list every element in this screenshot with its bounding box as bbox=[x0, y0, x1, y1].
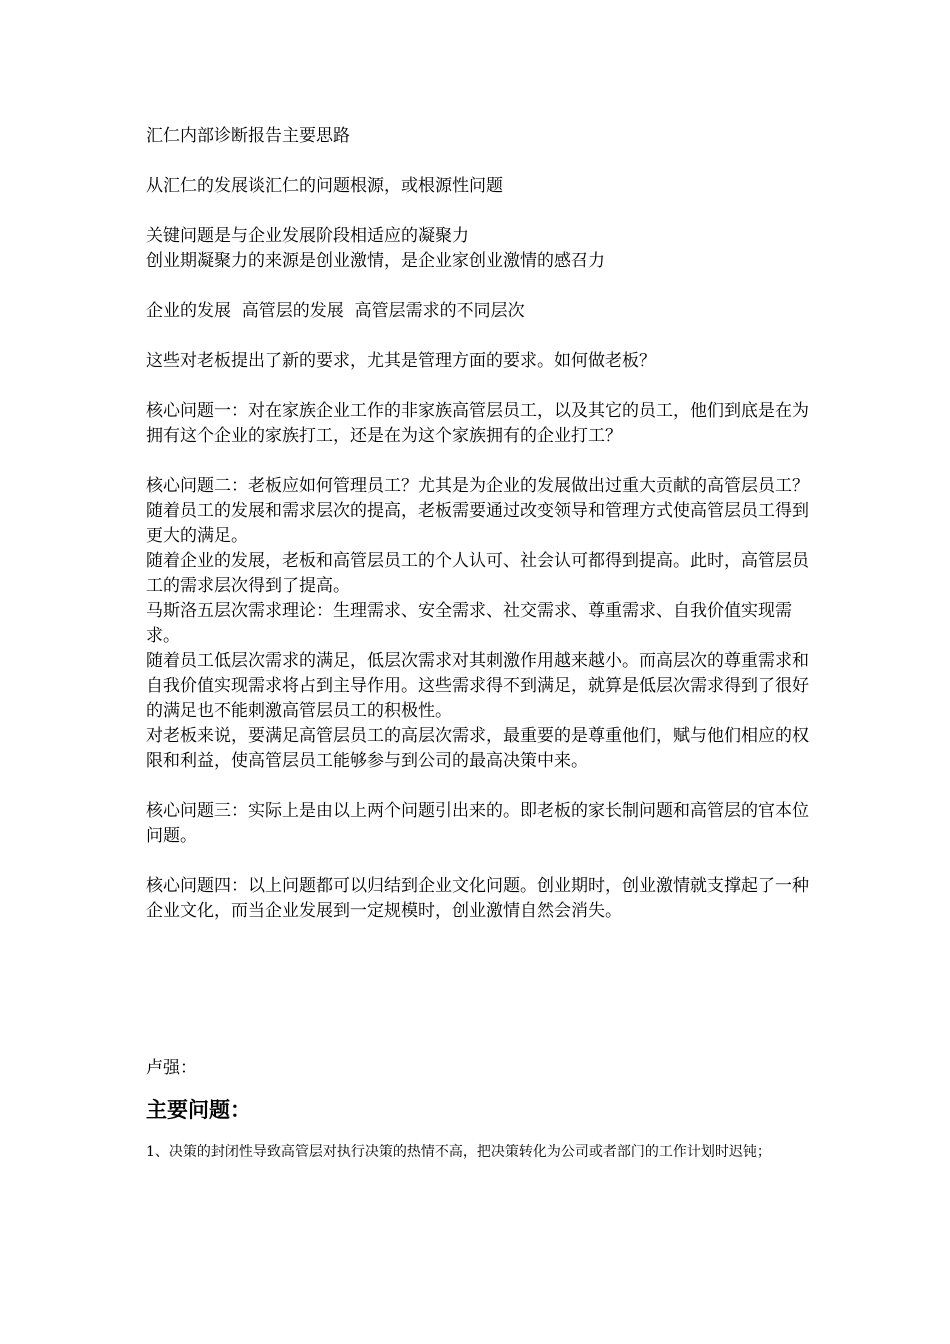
paragraph-line: 这些对老板提出了新的要求，尤其是管理方面的要求。如何做老板？ bbox=[146, 351, 656, 371]
paragraph-line: 创业期凝聚力的来源是创业激情，是企业家创业激情的感召力 bbox=[146, 251, 605, 271]
paragraph-line: 核心问题四：以上问题都可以归结到企业文化问题。创业期时，创业激情就支撑起了一种企业文化，而当企业发展到一定规模时，创业激情自然会消失。 bbox=[146, 876, 809, 921]
document-page bbox=[146, 124, 810, 1166]
paragraph-line: 从汇仁的发展谈汇仁的问题根源，或根源性问题 bbox=[146, 176, 503, 196]
paragraph-cohesion bbox=[146, 224, 810, 274]
spacer bbox=[146, 924, 810, 1056]
paragraph-core-issue-1 bbox=[146, 399, 810, 449]
paragraph-line: 随着员工低层次需求的满足，低层次需求对其刺激作用越来越小。而高层次的尊重需求和自我价值实现需求将占到主导作用。这些需求得不到满足，就算是低层次需求得到了很好的满足也不能刺激高管层员工的积极性。 bbox=[146, 651, 809, 721]
paragraph-line: 关键问题是与企业发展阶段相适应的凝聚力 bbox=[146, 226, 469, 246]
paragraph-line: 企业的发展 高管层的发展 高管层需求的不同层次 bbox=[146, 301, 525, 321]
paragraph-core-issue-3 bbox=[146, 799, 810, 849]
author-name: 卢强： bbox=[146, 1058, 197, 1078]
document-title: 汇仁内部诊断报告主要思路 bbox=[146, 126, 350, 146]
paragraph-line: 随着企业的发展，老板和高管层员工的个人认可、社会认可都得到提高。此时，高管层员工的需求层次得到了提高。 bbox=[146, 551, 809, 596]
paragraph-requirements bbox=[146, 349, 810, 374]
paragraph-line: 核心问题二：老板应如何管理员工？尤其是为企业的发展做出过重大贡献的高管层员工？随着员工的发展和需求层次的提高，老板需要通过改变领导和管理方式使高管层员工得到更大的满足。 bbox=[146, 476, 809, 546]
paragraph-development bbox=[146, 299, 810, 324]
paragraph-root-cause bbox=[146, 174, 810, 199]
section-heading: 主要问题： bbox=[146, 1098, 251, 1122]
paragraph-line: 对老板来说，要满足高管层员工的高层次需求，最重要的是尊重他们，赋与他们相应的权限和利益，使高管层员工能够参与到公司的最高决策中来。 bbox=[146, 726, 809, 771]
paragraph-core-issue-4 bbox=[146, 874, 810, 924]
paragraph-line: 核心问题三：实际上是由以上两个问题引出来的。即老板的家长制问题和高管层的官本位问题。 bbox=[146, 801, 809, 846]
paragraph-core-issue-2 bbox=[146, 474, 810, 774]
paragraph-line: 马斯洛五层次需求理论：生理需求、安全需求、社交需求、尊重需求、自我价值实现需求。 bbox=[146, 601, 792, 646]
list-item: 1、决策的封闭性导致高管层对执行决策的热情不高，把决策转化为公司或者部门的工作计划时迟钝； bbox=[146, 1144, 771, 1160]
paragraph-line: 核心问题一：对在家族企业工作的非家族高管层员工，以及其它的员工，他们到底是在为拥有这个企业的家族打工，还是在为这个家族拥有的企业打工？ bbox=[146, 401, 809, 446]
